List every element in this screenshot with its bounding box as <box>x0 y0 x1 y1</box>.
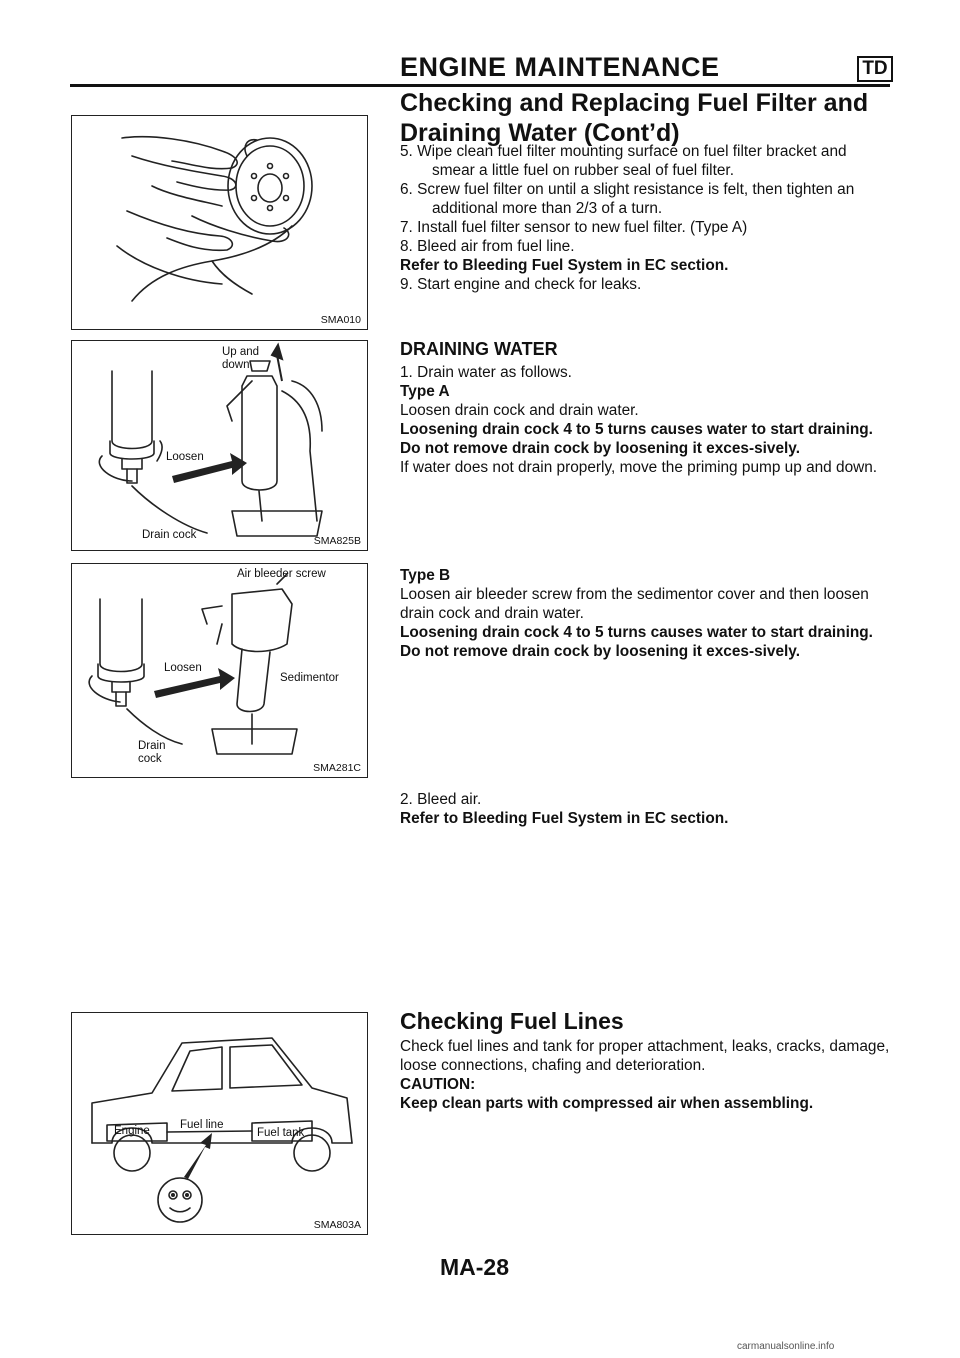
label-loosen: Loosen <box>166 451 204 463</box>
section-title <box>400 88 868 148</box>
label-sedimentor: Sedimentor <box>280 672 339 684</box>
refer-bleeding-note-2: Refer to Bleeding Fuel System in EC section. <box>400 810 729 827</box>
draining-water-section <box>400 340 892 477</box>
refer-bleeding-note: Refer to Bleeding Fuel System in EC section. <box>400 257 729 274</box>
caution-text: Keep clean parts with compressed air when assembling. <box>400 1095 814 1112</box>
figure-fuel-lines-car <box>71 1012 368 1235</box>
fuel-filter-hands-illustration <box>72 116 369 331</box>
label-air-bleeder-screw: Air bleeder screw <box>237 568 326 580</box>
type-a-warning: Loosening drain cock 4 to 5 turns causes water to start draining. Do not remove drain cock by loosening it exces-sively. <box>400 421 873 457</box>
header-rule <box>70 84 890 87</box>
figure-code: SMA803A <box>313 1219 361 1231</box>
step-8: 8. Bleed air from fuel line. <box>400 238 575 255</box>
step-7: 7. Install fuel filter sensor to new fuel filter. (Type A) <box>400 219 748 236</box>
figure-fuel-filter-hands <box>71 115 368 330</box>
type-b-section <box>400 566 892 661</box>
label-up-and-down <box>222 346 259 372</box>
label-drain-cock-line1: Drain <box>138 740 166 752</box>
figure-code: SMA825B <box>313 535 361 547</box>
fuel-lines-text: Check fuel lines and tank for proper attachment, leaks, cracks, damage, loose connections, chafing and deterioration. <box>400 1038 890 1074</box>
engine-type-badge: TD <box>857 56 893 82</box>
figure-type-b-drain <box>71 563 368 778</box>
type-b-warning: Loosening drain cock 4 to 5 turns causes water to start draining. Do not remove drain cock by loosening it exces-sively. <box>400 624 873 660</box>
section-title-line2: Draining Water (Cont’d) <box>400 119 680 147</box>
drain-step-1: 1. Drain water as follows. <box>400 364 572 381</box>
watermark: carmanualsonline.info <box>737 1341 835 1352</box>
draining-water-heading: DRAINING WATER <box>400 339 558 359</box>
label-up-and-down-line2: down <box>222 359 250 371</box>
page-number: MA-28 <box>440 1254 510 1280</box>
step-9: 9. Start engine and check for leaks. <box>400 276 642 293</box>
bleed-air-section <box>400 790 892 828</box>
fuel-lines-heading: Checking Fuel Lines <box>400 1008 624 1034</box>
label-engine: Engine <box>114 1125 150 1137</box>
type-b-label: Type B <box>400 567 451 584</box>
step-5: 5. Wipe clean fuel filter mounting surface on fuel filter bracket and smear a little fuel on rubber seal of fuel filter. <box>400 143 847 179</box>
caution-label: CAUTION: <box>400 1076 476 1093</box>
type-a-note: If water does not drain properly, move the priming pump up and down. <box>400 459 878 476</box>
type-a-text: Loosen drain cock and drain water. <box>400 402 639 419</box>
step-6: 6. Screw fuel filter on until a slight resistance is felt, then tighten an additional more than 2/3 of a turn. <box>400 181 855 217</box>
figure-type-a-drain <box>71 340 368 551</box>
label-fuel-line: Fuel line <box>180 1119 224 1131</box>
label-loosen: Loosen <box>164 662 202 674</box>
figure-code: SMA281C <box>313 762 361 774</box>
type-a-drain-illustration <box>72 341 369 552</box>
figure-code: SMA010 <box>320 314 361 326</box>
type-b-text: Loosen air bleeder screw from the sedimentor cover and then loosen drain cock and drain water. <box>400 586 869 622</box>
type-a-label: Type A <box>400 383 450 400</box>
label-up-and-down-line1: Up and <box>222 346 260 358</box>
page-header-title: ENGINE MAINTENANCE <box>400 52 720 82</box>
fuel-lines-section <box>400 1008 892 1113</box>
label-drain-cock: Drain cock <box>142 529 197 541</box>
section-title-line1: Checking and Replacing Fuel Filter and <box>400 89 869 117</box>
label-drain-cock <box>138 740 165 766</box>
label-fuel-tank: Fuel tank <box>257 1127 305 1139</box>
label-drain-cock-line2: cock <box>138 753 162 765</box>
replace-filter-steps <box>400 142 892 294</box>
drain-step-2: 2. Bleed air. <box>400 791 482 808</box>
